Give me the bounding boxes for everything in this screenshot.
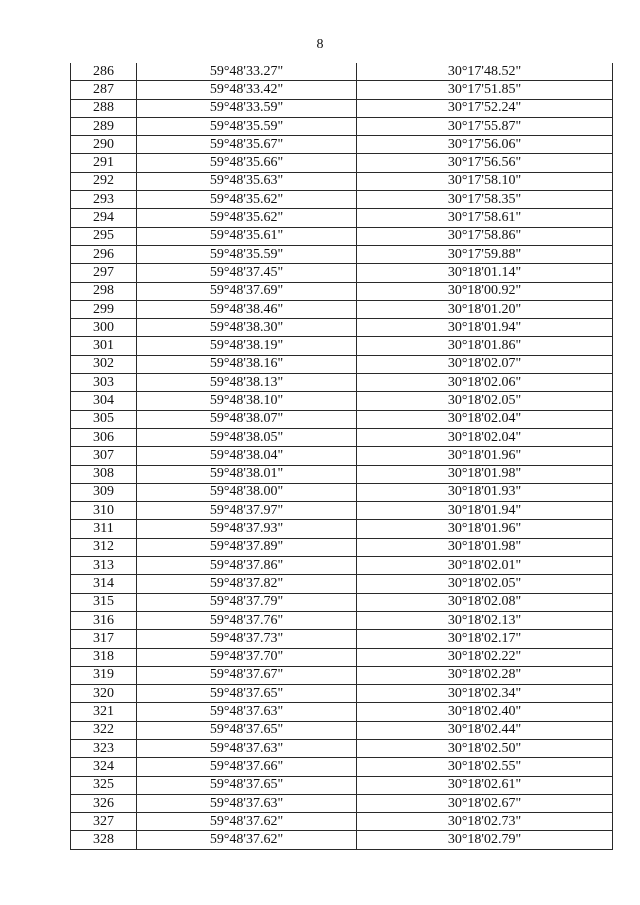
- latitude-cell: 59°48'37.79": [137, 593, 357, 611]
- point-number-cell: 314: [71, 575, 137, 593]
- point-number-cell: 286: [71, 63, 137, 81]
- latitude-cell: 59°48'38.16": [137, 355, 357, 373]
- longitude-cell: 30°18'01.96": [357, 520, 613, 538]
- latitude-cell: 59°48'37.97": [137, 502, 357, 520]
- latitude-cell: 59°48'35.59": [137, 245, 357, 263]
- longitude-cell: 30°18'02.44": [357, 721, 613, 739]
- point-number-cell: 290: [71, 136, 137, 154]
- point-number-cell: 313: [71, 557, 137, 575]
- latitude-cell: 59°48'38.07": [137, 410, 357, 428]
- table-row: [71, 392, 613, 410]
- latitude-cell: 59°48'37.76": [137, 611, 357, 629]
- latitude-cell: 59°48'37.93": [137, 520, 357, 538]
- latitude-cell: 59°48'37.67": [137, 666, 357, 684]
- table-row: [71, 428, 613, 446]
- longitude-cell: 30°17'56.56": [357, 154, 613, 172]
- latitude-cell: 59°48'37.82": [137, 575, 357, 593]
- latitude-cell: 59°48'38.30": [137, 319, 357, 337]
- point-number-cell: 308: [71, 465, 137, 483]
- longitude-cell: 30°18'02.13": [357, 611, 613, 629]
- latitude-cell: 59°48'37.63": [137, 703, 357, 721]
- longitude-cell: 30°18'01.98": [357, 465, 613, 483]
- point-number-cell: 312: [71, 538, 137, 556]
- longitude-cell: 30°18'02.05": [357, 575, 613, 593]
- table-row: [71, 264, 613, 282]
- table-row: [71, 447, 613, 465]
- point-number-cell: 294: [71, 209, 137, 227]
- table-row: [71, 245, 613, 263]
- point-number-cell: 318: [71, 648, 137, 666]
- point-number-cell: 288: [71, 99, 137, 117]
- table-row: [71, 813, 613, 831]
- page-number: 8: [316, 37, 324, 52]
- coordinates-table: [70, 63, 613, 850]
- latitude-cell: 59°48'37.65": [137, 685, 357, 703]
- latitude-cell: 59°48'38.01": [137, 465, 357, 483]
- longitude-cell: 30°18'01.94": [357, 502, 613, 520]
- table-row: [71, 593, 613, 611]
- table-row: [71, 227, 613, 245]
- point-number-cell: 325: [71, 776, 137, 794]
- table-row: [71, 739, 613, 757]
- table-row: [71, 611, 613, 629]
- table-row: [71, 191, 613, 209]
- latitude-cell: 59°48'37.73": [137, 630, 357, 648]
- point-number-cell: 321: [71, 703, 137, 721]
- latitude-cell: 59°48'35.67": [137, 136, 357, 154]
- table-row: [71, 136, 613, 154]
- point-number-cell: 296: [71, 245, 137, 263]
- longitude-cell: 30°18'02.34": [357, 685, 613, 703]
- table-row: [71, 282, 613, 300]
- table-row: [71, 63, 613, 81]
- latitude-cell: 59°48'37.70": [137, 648, 357, 666]
- table-row: [71, 776, 613, 794]
- point-number-cell: 297: [71, 264, 137, 282]
- table-row: [71, 557, 613, 575]
- longitude-cell: 30°18'02.05": [357, 392, 613, 410]
- point-number-cell: 317: [71, 630, 137, 648]
- longitude-cell: 30°17'51.85": [357, 81, 613, 99]
- longitude-cell: 30°18'01.98": [357, 538, 613, 556]
- table-row: [71, 502, 613, 520]
- latitude-cell: 59°48'38.00": [137, 483, 357, 501]
- longitude-cell: 30°18'02.08": [357, 593, 613, 611]
- longitude-cell: 30°17'56.06": [357, 136, 613, 154]
- longitude-cell: 30°18'02.06": [357, 374, 613, 392]
- table-row: [71, 831, 613, 849]
- point-number-cell: 323: [71, 739, 137, 757]
- point-number-cell: 293: [71, 191, 137, 209]
- longitude-cell: 30°18'01.93": [357, 483, 613, 501]
- longitude-cell: 30°17'55.87": [357, 117, 613, 135]
- latitude-cell: 59°48'37.62": [137, 813, 357, 831]
- point-number-cell: 298: [71, 282, 137, 300]
- point-number-cell: 307: [71, 447, 137, 465]
- latitude-cell: 59°48'37.63": [137, 794, 357, 812]
- longitude-cell: 30°18'01.20": [357, 300, 613, 318]
- table-row: [71, 520, 613, 538]
- longitude-cell: 30°18'02.22": [357, 648, 613, 666]
- longitude-cell: 30°18'02.55": [357, 758, 613, 776]
- table-row: [71, 794, 613, 812]
- longitude-cell: 30°18'02.67": [357, 794, 613, 812]
- table-row: [71, 648, 613, 666]
- point-number-cell: 306: [71, 428, 137, 446]
- latitude-cell: 59°48'38.10": [137, 392, 357, 410]
- point-number-cell: 305: [71, 410, 137, 428]
- point-number-cell: 295: [71, 227, 137, 245]
- longitude-cell: 30°17'58.35": [357, 191, 613, 209]
- point-number-cell: 300: [71, 319, 137, 337]
- latitude-cell: 59°48'38.05": [137, 428, 357, 446]
- longitude-cell: 30°18'02.50": [357, 739, 613, 757]
- point-number-cell: 328: [71, 831, 137, 849]
- longitude-cell: 30°18'02.40": [357, 703, 613, 721]
- latitude-cell: 59°48'37.86": [137, 557, 357, 575]
- latitude-cell: 59°48'37.45": [137, 264, 357, 282]
- table-row: [71, 99, 613, 117]
- longitude-cell: 30°18'02.61": [357, 776, 613, 794]
- latitude-cell: 59°48'37.63": [137, 739, 357, 757]
- table-row: [71, 666, 613, 684]
- point-number-cell: 315: [71, 593, 137, 611]
- longitude-cell: 30°18'01.94": [357, 319, 613, 337]
- table-row: [71, 300, 613, 318]
- table-row: [71, 703, 613, 721]
- latitude-cell: 59°48'38.04": [137, 447, 357, 465]
- table-row: [71, 154, 613, 172]
- latitude-cell: 59°48'37.65": [137, 776, 357, 794]
- longitude-cell: 30°17'58.86": [357, 227, 613, 245]
- point-number-cell: 320: [71, 685, 137, 703]
- table-row: [71, 685, 613, 703]
- point-number-cell: 289: [71, 117, 137, 135]
- latitude-cell: 59°48'37.89": [137, 538, 357, 556]
- longitude-cell: 30°17'59.88": [357, 245, 613, 263]
- point-number-cell: 287: [71, 81, 137, 99]
- table-row: [71, 319, 613, 337]
- latitude-cell: 59°48'38.46": [137, 300, 357, 318]
- point-number-cell: 319: [71, 666, 137, 684]
- table-row: [71, 538, 613, 556]
- latitude-cell: 59°48'38.19": [137, 337, 357, 355]
- table-row: [71, 410, 613, 428]
- point-number-cell: 291: [71, 154, 137, 172]
- longitude-cell: 30°18'02.07": [357, 355, 613, 373]
- longitude-cell: 30°18'02.04": [357, 410, 613, 428]
- point-number-cell: 316: [71, 611, 137, 629]
- longitude-cell: 30°17'48.52": [357, 63, 613, 81]
- table-row: [71, 172, 613, 190]
- table-row: [71, 721, 613, 739]
- latitude-cell: 59°48'37.62": [137, 831, 357, 849]
- point-number-cell: 326: [71, 794, 137, 812]
- latitude-cell: 59°48'33.42": [137, 81, 357, 99]
- latitude-cell: 59°48'37.69": [137, 282, 357, 300]
- point-number-cell: 301: [71, 337, 137, 355]
- longitude-cell: 30°18'02.17": [357, 630, 613, 648]
- longitude-cell: 30°18'01.86": [357, 337, 613, 355]
- latitude-cell: 59°48'33.27": [137, 63, 357, 81]
- point-number-cell: 304: [71, 392, 137, 410]
- longitude-cell: 30°17'58.10": [357, 172, 613, 190]
- latitude-cell: 59°48'37.66": [137, 758, 357, 776]
- latitude-cell: 59°48'35.59": [137, 117, 357, 135]
- longitude-cell: 30°18'02.79": [357, 831, 613, 849]
- longitude-cell: 30°17'52.24": [357, 99, 613, 117]
- table-row: [71, 355, 613, 373]
- table-row: [71, 758, 613, 776]
- longitude-cell: 30°18'01.96": [357, 447, 613, 465]
- latitude-cell: 59°48'38.13": [137, 374, 357, 392]
- table-row: [71, 483, 613, 501]
- point-number-cell: 324: [71, 758, 137, 776]
- table-row: [71, 374, 613, 392]
- table-row: [71, 117, 613, 135]
- longitude-cell: 30°18'02.28": [357, 666, 613, 684]
- table-row: [71, 81, 613, 99]
- latitude-cell: 59°48'35.63": [137, 172, 357, 190]
- longitude-cell: 30°18'01.14": [357, 264, 613, 282]
- longitude-cell: 30°18'00.92": [357, 282, 613, 300]
- table-row: [71, 575, 613, 593]
- latitude-cell: 59°48'35.62": [137, 209, 357, 227]
- latitude-cell: 59°48'35.66": [137, 154, 357, 172]
- point-number-cell: 310: [71, 502, 137, 520]
- point-number-cell: 322: [71, 721, 137, 739]
- point-number-cell: 292: [71, 172, 137, 190]
- point-number-cell: 303: [71, 374, 137, 392]
- latitude-cell: 59°48'35.62": [137, 191, 357, 209]
- point-number-cell: 302: [71, 355, 137, 373]
- point-number-cell: 311: [71, 520, 137, 538]
- longitude-cell: 30°18'02.73": [357, 813, 613, 831]
- longitude-cell: 30°17'58.61": [357, 209, 613, 227]
- longitude-cell: 30°18'02.04": [357, 428, 613, 446]
- latitude-cell: 59°48'35.61": [137, 227, 357, 245]
- point-number-cell: 327: [71, 813, 137, 831]
- point-number-cell: 309: [71, 483, 137, 501]
- table-row: [71, 209, 613, 227]
- latitude-cell: 59°48'37.65": [137, 721, 357, 739]
- latitude-cell: 59°48'33.59": [137, 99, 357, 117]
- coordinates-table-body: [71, 63, 613, 849]
- table-row: [71, 465, 613, 483]
- point-number-cell: 299: [71, 300, 137, 318]
- longitude-cell: 30°18'02.01": [357, 557, 613, 575]
- table-row: [71, 337, 613, 355]
- table-row: [71, 630, 613, 648]
